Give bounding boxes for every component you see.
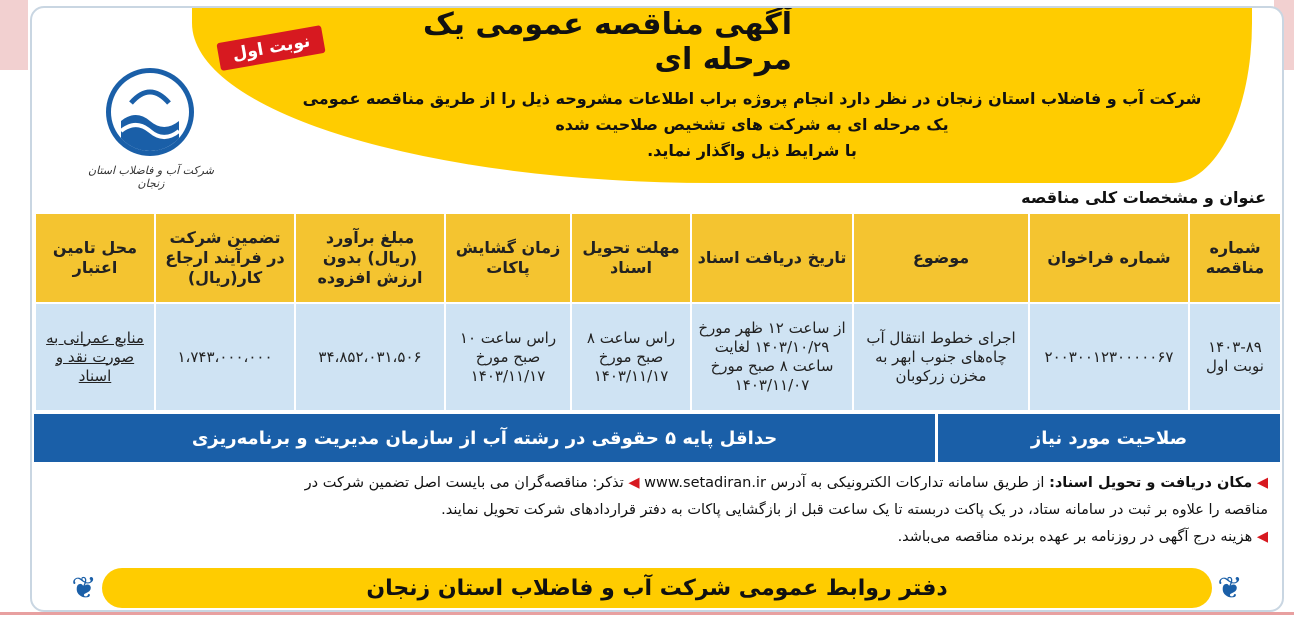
qualification-bar — [34, 414, 1280, 462]
cell-document-date: از ساعت ۱۲ ظهر مورخ ۱۴۰۳/۱۰/۲۹ لغایت ساعت ۸ صبح مورخ ۱۴۰۳/۱۱/۰۷ — [691, 303, 853, 411]
intro-line: یک مرحله ای به شرکت های تشخیص صلاحیت شده — [555, 115, 949, 134]
bullet-arrow-icon: ◀ — [1256, 475, 1268, 491]
company-logo — [76, 68, 226, 198]
header-opening-time: زمان گشایش پاکات — [445, 213, 571, 303]
header-subject: موضوع — [853, 213, 1029, 303]
cell-guarantee: ۱،۷۴۳،۰۰۰،۰۰۰ — [155, 303, 295, 411]
note-line-2: مناقصه را علاوه بر ثبت در سامانه ستاد، در یک پاکت دربسته تا یک ساعت قبل از بازگشایی پاکات به دفتر قراردادهای شرکت تحویل نمایند. — [441, 502, 1268, 518]
table-row — [35, 303, 1281, 411]
ornament-icon: ❦ — [1217, 570, 1243, 606]
bullet-arrow-icon: ◀ — [628, 475, 640, 491]
advertisement-frame — [30, 6, 1284, 612]
note-text: از طریق سامانه تدارکات الکترونیکی به آدرس www.setadiran.ir — [644, 475, 1045, 491]
footer-banner: دفتر روابط عمومی شرکت آب و فاضلاب استان زنجان — [102, 568, 1212, 608]
cell-tender-number: ۱۴۰۳-۸۹ نوبت اول — [1189, 303, 1281, 411]
table-header-row — [35, 213, 1281, 303]
cell-opening-time: راس ساعت ۱۰ صبح مورخ ۱۴۰۳/۱۱/۱۷ — [445, 303, 571, 411]
header-tender-number: شماره مناقصه — [1189, 213, 1281, 303]
intro-line: شرکت آب و فاضلاب استان زنجان در نظر دارد انجام پروژه براب اطلاعات مشروحه ذیل را از طریق مناقصه عمومی — [302, 89, 1202, 108]
header-call-number: شماره فراخوان — [1029, 213, 1189, 303]
bottom-divider — [0, 612, 1294, 615]
intro-text — [232, 86, 1272, 164]
water-drop-logo-icon — [106, 68, 194, 156]
bullet-arrow-icon: ◀ — [1256, 529, 1268, 545]
notes-block — [46, 470, 1268, 551]
header-funding-source: محل تامین اعتبار — [35, 213, 155, 303]
note-text: هزینه درج آگهی در روزنامه بر عهده برنده مناقصه می‌باشد. — [897, 529, 1253, 545]
cell-estimated-amount: ۳۴،۸۵۲،۰۳۱،۵۰۶ — [295, 303, 445, 411]
logo-caption: شرکت آب و فاضلاب استان زنجان — [88, 164, 214, 190]
section-heading: عنوان و مشخصات کلی مناقصه — [1021, 188, 1266, 207]
intro-line: با شرایط ذیل واگذار نماید. — [647, 141, 857, 160]
note-line-1 — [46, 470, 1268, 497]
header-delivery-deadline: مهلت تحویل اسناد — [571, 213, 691, 303]
cell-delivery-deadline: راس ساعت ۸ صبح مورخ ۱۴۰۳/۱۱/۱۷ — [571, 303, 691, 411]
note-text-tail: تذکر: مناقصه‌گران می بایست اصل تضمین شرکت در — [304, 475, 624, 491]
qualification-label: صلاحیت مورد نیاز — [935, 414, 1280, 462]
ornament-icon: ❦ — [71, 570, 97, 606]
tender-table — [34, 212, 1282, 412]
cell-call-number: ۲۰۰۳۰۰۱۲۳۰۰۰۰۰۶۷ — [1029, 303, 1189, 411]
header-guarantee: تضمین شرکت در فرآیند ارجاع کار(ریال) — [155, 213, 295, 303]
round-badge: نوبت اول — [216, 25, 326, 71]
note-label: مکان دریافت و تحویل اسناد: — [1049, 475, 1253, 491]
page-edge-mark-left — [0, 0, 28, 70]
ad-title: آگهی مناقصه عمومی یک مرحله ای — [422, 7, 792, 77]
cell-funding-source: منابع عمرانی به صورت نقد و اسناد — [35, 303, 155, 411]
qualification-value: حداقل پایه ۵ حقوقی در رشته آب از سازمان مدیریت و برنامه‌ریزی — [34, 414, 935, 462]
header-estimated-amount: مبلغ برآورد (ریال) بدون ارزش افزوده — [295, 213, 445, 303]
header-document-date: تاریخ دریافت اسناد — [691, 213, 853, 303]
cell-subject: اجرای خطوط انتقال آب چاه‌های جنوب ابهر به مخزن زرکوبان — [853, 303, 1029, 411]
note-line-3 — [46, 524, 1268, 551]
